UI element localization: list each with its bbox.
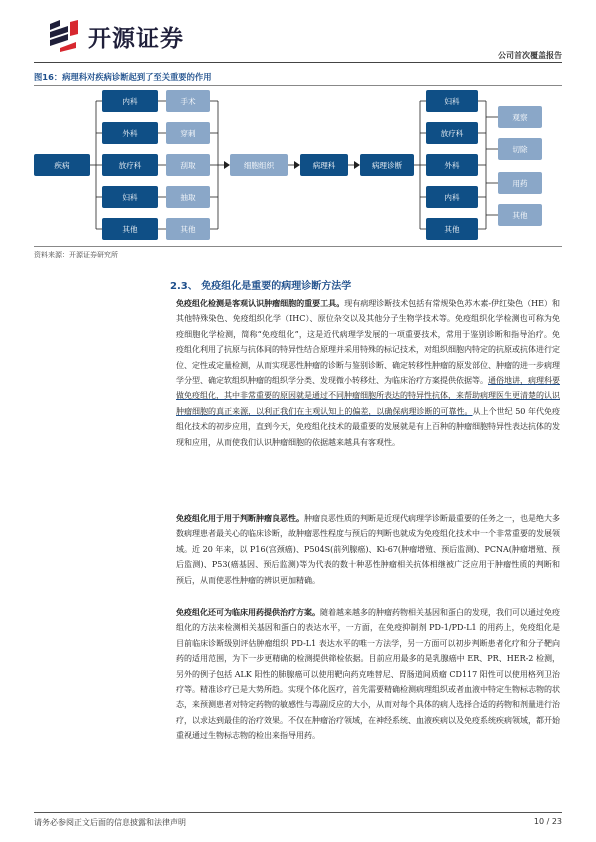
node-treatment-dept: 放疗科 [426, 122, 478, 144]
node-sampling-method: 穿刺 [166, 122, 210, 144]
node-department: 内科 [102, 90, 158, 112]
node-treatment-action: 其他 [498, 204, 542, 226]
paragraph-underlined: 通俗地讲，病理科要做免疫组化，其中非常重要的原因就是通过不同肿瘤细胞所表达的特异性抗体，来帮助病理医生更清楚的认识肿瘤细胞的真正来源，以利正我们在主观认知上的偏差，以确保病理诊断的可靠性。 [176, 376, 560, 416]
node-department: 妇科 [102, 186, 158, 208]
node-sampling-method: 其他 [166, 218, 210, 240]
paragraph-tumor-nature [176, 511, 560, 588]
figure-top-rule [34, 85, 562, 86]
pathology-flow-diagram [34, 90, 562, 248]
footer-divider [34, 812, 562, 813]
paragraph-lead: 免疫组化还可为临床用药提供治疗方案。 [176, 608, 320, 617]
section-heading: 2.3、 免疫组化是重要的病理诊断方法学 [170, 281, 352, 292]
node-treatment-action: 切除 [498, 138, 542, 160]
node-sampling-method: 刮取 [166, 154, 210, 176]
paragraph-body: 随着越来越多的肿瘤药物相关基因和蛋白的发现，我们可以通过免疫组化的方法来检测相关基因和蛋白的表达水平，一方面，在免疫抑制剂 PD-1/PD-L1 的用药上，免疫组化是目前临床诊断级别评估肿瘤组织 PD-L1 表达水平的唯一方法学，另一方面可以初步判断患者化疗和分子靶向药的适用范围，为下一步更精确的检测提供筛检依据。目前应用最多的是乳腺癌中 ER、PR、HER-2 检测，另外的例子包括 ALK 阳性的肺腺癌可以使用靶向药克唑替尼、胃肠道间质瘤 CD117 阳性可以使用格列卫治疗等。精准诊疗已是大势所趋。实现个体化医疗，首先需要精确检测病理组织或者血液中特定生物标志物的状态，来预测患者对特定药物的敏感性与毒副反应的大小，从而对每个具体的病人选择合适的药物和剂量进行治疗，以求达到最佳的治疗效果。不仅在肿瘤治疗领域，在神经系统、血液疾病以及免疫系统疾病领域，都开始重视通过生物标志物的检出来指导用药。 [176, 608, 560, 741]
paragraph-lead: 免疫组化检测是客观认识肿瘤细胞的重要工具。 [176, 299, 345, 308]
node-sampling-method: 抽取 [166, 186, 210, 208]
node-department: 其他 [102, 218, 158, 240]
node-disease: 疾病 [34, 154, 90, 176]
paragraph-body: 现有病理诊断技术包括有常规染色苏木素-伊红染色（HE）和其他特殊染色、免疫组织化学（IHC）、原位杂交以及其他分子生物学技术等。免疫组织化学检测也可称为免疫细胞化学检测，简称“免疫组化”，这是近代病理学发展的一项重要技术，常用于鉴别诊断和指导治疗。免疫组化利用了抗原与抗体间的特异性结合原理并采用特殊的标记技术，对组织细胞内特定的抗原或抗体进行定位、定性或定量检测，从而实现恶性肿瘤的诊断与鉴别诊断、确定转移性肿瘤的原发部位、肿瘤的进一步病理学分型、确定软组织肿瘤的组织学分类、发现微小转移灶、为临床治疗方案提供依据等。 [176, 299, 560, 386]
paragraph-drug-guidance [176, 605, 560, 744]
figure-title: 图16：病理科对疾病诊断起到了至关重要的作用 [34, 72, 212, 82]
node-treatment-dept: 外科 [426, 154, 478, 176]
header-divider [34, 62, 562, 63]
node-treatment-dept: 内科 [426, 186, 478, 208]
footer-disclaimer: 请务必参阅正文后面的信息披露和法律声明 [34, 818, 186, 827]
paragraph-lead: 免疫组化用于用于判断肿瘤良恶性。 [176, 514, 304, 523]
node-pathology-diagnosis: 病理诊断 [360, 154, 414, 176]
figure-source: 资料来源：开源证券研究所 [34, 251, 118, 259]
paragraph-body: 肿瘤良恶性质的判断是近现代病理学诊断最重要的任务之一，也是绝大多数病理患者最关心的临床诊断，故肿瘤恶性程度与预后的判断也就成为免疫组化技术中一个非常重要的发展领域。近 20 年来，以 P16(宫颈癌)、P504S(前列腺癌)、Ki-67(肿瘤增殖、预后监测)、PCNA(肿瘤增殖、预后监测)、P53(癌基因、预后监测)等为代表的数十种恶性肿瘤相关抗体相继被广泛应用于肿瘤性质的判断和预后，从而使恶性肿瘤的辨识更加精确。 [176, 514, 560, 585]
node-treatment-dept: 妇科 [426, 90, 478, 112]
report-type: 公司首次覆盖报告 [498, 51, 562, 60]
node-department: 外科 [102, 122, 158, 144]
node-pathology-dept: 病理科 [300, 154, 348, 176]
node-cell-tissue: 细胞组织 [230, 154, 288, 176]
node-treatment-action: 用药 [498, 172, 542, 194]
figure-bottom-rule [34, 246, 562, 247]
page-number: 10 / 23 [533, 817, 562, 826]
company-name: 开源证券 [88, 25, 184, 52]
node-treatment-action: 观察 [498, 106, 542, 128]
node-department: 放疗科 [102, 154, 158, 176]
paragraph-ihc-overview [176, 296, 560, 450]
logo-mark-icon [46, 18, 82, 54]
node-sampling-method: 手术 [166, 90, 210, 112]
node-treatment-dept: 其他 [426, 218, 478, 240]
company-logo [46, 18, 184, 54]
paragraph-body: 从上个世纪 50 年代免疫组化技术的初步应用，直到今天，免疫组化技术的最重要的发展就是有上百种的肿瘤细胞特异性表达抗体的发现和应用，从而使我们认识肿瘤细胞的依据越来越具有客观性。 [176, 406, 560, 447]
